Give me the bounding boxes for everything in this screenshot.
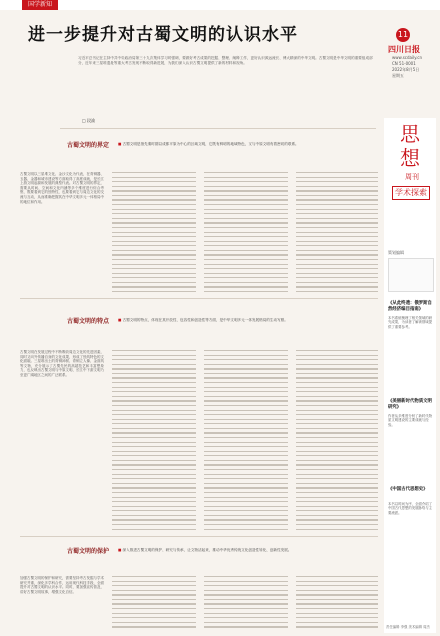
section-lead: ■ 深入推进古蜀文明的保护、研究与传承，让文物活起来，推动中华优秀传统文化创造性转化、创新性发展。 — [118, 548, 378, 553]
headline: 进一步提升对古蜀文明的认识水平 — [28, 25, 298, 45]
section-body: 古蜀文明在发展过程中不断吸收周边文化的先进因素，同时又向外传播自身的文化成果，形成了独具特色的文化面貌。三星堆出土的青铜神树、青铜立人像、金面具等文物，充分展示了古蜀先民的高超技艺和丰富想象力，也反映出古蜀文明与中原文明、长江中下游文明乃至更广阔地区之间的广泛联系。 — [20, 350, 104, 377]
sidebar-item-text: 本书系统梳理了相关领域的研究成果，为读者了解该领域提供了重要参考。 — [388, 316, 433, 329]
sidebar-item-heading: 《美丽新时代物质文明研究》 — [388, 399, 432, 410]
text-column — [112, 350, 196, 530]
section-title: 古蜀文明的特点 — [66, 318, 109, 325]
section-title: 古蜀文明的保护 — [66, 548, 109, 555]
section-lead: ■ 古蜀文明的特点，体现在其开放性、包容性和创造性等方面，是中华文明多元一体发展格局的生动写照。 — [118, 318, 378, 323]
meta-line: 2022年8月5日 — [392, 67, 420, 72]
footer-credits: 责任编辑 李强 美术编辑 周杰 — [386, 625, 430, 629]
meta-line: 星期五 — [392, 73, 404, 78]
page-number-badge: 11 — [396, 28, 410, 42]
divider — [20, 298, 378, 299]
meta-line: CN 51-0001 — [392, 61, 416, 66]
section-tag: 国学新知 — [22, 0, 58, 10]
text-column — [112, 576, 196, 632]
text-column — [204, 172, 288, 292]
divider — [60, 128, 376, 129]
text-column — [204, 350, 288, 530]
section-lead: ■ 古蜀文明是指先秦时期以成都平原为中心的区域文明，它既有鲜明的地域特色，又与中原文明有着密切的联系。 — [118, 142, 378, 147]
sidebar-item-heading: 《中国古代思想史》 — [388, 487, 428, 492]
meta-line: www.scdaily.cn — [392, 55, 423, 60]
section-body: 古蜀文明以三星堆文化、金沙文化为代表，在青铜器、玉器、金器和城市建设等方面取得了高度成就，是长江上游文明起源和发展的典型代表。对古蜀文明的界定，需要从时间、空间和文化内涵等多个维度进行综合考察，既要看到它的独特性，也要看到它与周边文化的交流与互动，从而准确把握其在中华文明多元一体格局中的地位和作用。 — [20, 172, 104, 204]
column-name: 思想 — [400, 122, 420, 170]
weekly-label: 周刊 — [405, 173, 419, 181]
byline: □ 段渝 — [82, 118, 96, 123]
sidebar-item-text: 本书以时间为序，全面介绍了中国古代思想的发展脉络与主要流派。 — [388, 502, 433, 515]
text-column — [112, 172, 196, 292]
topic-label: 学术探索 — [392, 186, 430, 200]
top-bar — [0, 0, 440, 10]
intro-paragraph: 习近平总书记在主持中共中央政治局第三十九次集体学习时强调，要做好考古成果的挖掘、整理、阐释工作，更好认识源远流长、博大精深的中华文明。古蜀文明是中华文明的重要组成部分，近年来三星堆遗址等重大考古发现不断取得新进展，为我们深入认识古蜀文明提供了新的材料和视角。 — [78, 56, 373, 65]
section-body: 加强古蜀文明的保护和研究，需要坚持考古发掘与学术研究并重，深化多学科合作，运用现代科技手段，全面提升对古蜀文明的认识水平。同时，要加强宣传普及，讲好古蜀文明故事，增强文化自信。 — [20, 576, 104, 594]
text-column — [204, 576, 288, 632]
newspaper-name: 四川日报 — [388, 44, 420, 54]
sidebar-item-heading: 《从此终遗：俄罗斯自然经济编目指南》 — [388, 301, 432, 312]
text-column — [296, 576, 378, 632]
text-column — [296, 172, 378, 292]
box-label: 策划编辑 — [388, 250, 404, 255]
sidebar-box — [388, 258, 434, 292]
text-column — [296, 350, 378, 530]
section-title: 古蜀文明的界定 — [66, 142, 109, 149]
sidebar-item-text: 作者从多维度分析了新时代物质文明建设的主要成就与经验。 — [388, 414, 433, 427]
divider — [20, 536, 378, 537]
